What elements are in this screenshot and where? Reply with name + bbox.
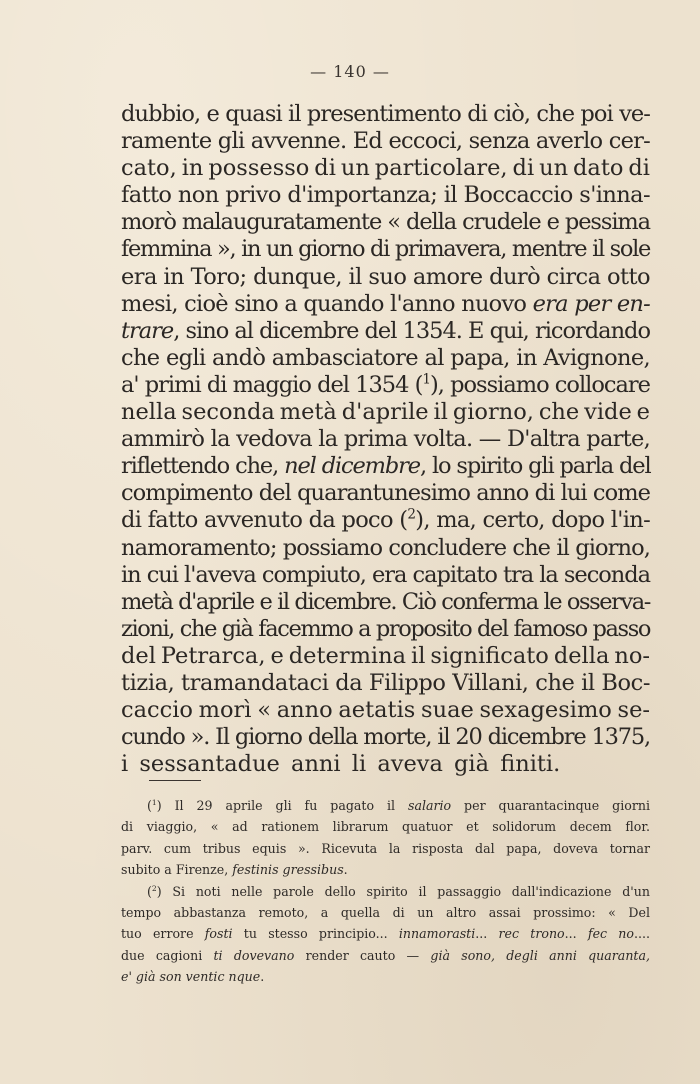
text-line: cato, in possesso di un particolare, di un dato di [121, 155, 650, 182]
page-number: — 140 — [310, 62, 390, 81]
footnote-line: tuo errore fosti tu stesso principio... innamorasti... rec trono... fec no.... [121, 926, 651, 942]
text-line: namoramento; possiamo concludere che il giorno, [121, 534, 650, 561]
footnote-line: tempo abbastanza remoto, a quella di un altro assai prossimo: « Del [121, 904, 650, 920]
footnote-ref: 2 [407, 506, 416, 523]
footnote-marker: 2 [151, 883, 157, 893]
footnote-line: parv. cum tribus equis ». Ricevuta la risposta dal papa, doveva tornar [121, 840, 650, 856]
text-line: compimento del quarantunesimo anno di lui come [121, 480, 650, 507]
footnote-marker: 1 [151, 797, 157, 807]
text-line: i sessantadue anni li aveva già finiti. [121, 751, 561, 778]
text-line: di fatto avvenuto da poco ($^2$), ma, certo, dopo l'in- [121, 506, 650, 534]
text-line: che egli andò ambasciatore al papa, in Avignone, [121, 344, 650, 371]
text-line: in cui l'aveva compiuto, era capitato tra la seconda [121, 561, 650, 588]
text-line: dubbio, e quasi il presentimento di ciò, che poi ve- [121, 101, 650, 127]
text-line: ammirò la vedova la prima volta. — D'altra parte, [121, 426, 650, 453]
text-line: femmina », in un giorno di primavera, mentre il sole [121, 236, 650, 263]
text-line: tizia, tramandataci da Filippo Villani, che il Boc- [121, 669, 650, 696]
text-line: metà d'aprile e il dicembre. Ciò conferma le osserva- [121, 588, 650, 615]
footnote-line: ($^1$) Il 29 aprile gli fu pagato il salario per quarantacinque giorni [147, 797, 650, 813]
footnote-ref: 1 [422, 371, 430, 388]
body-text [121, 101, 650, 778]
text-line: ramente gli avvenne. Ed eccoci, senza averlo cer- [121, 128, 650, 155]
text-line: cundo ». Il giorno della morte, il 20 dicembre 1375, [121, 724, 650, 751]
text-line: mesi, cioè sino a quando l'anno nuovo era per en- [121, 290, 650, 317]
footnotes [121, 795, 650, 988]
text-line: caccio morì « anno aetatis suae sexagesimo se- [121, 697, 650, 724]
text-line: a' primi di maggio del 1354 ($^1$), possiamo collocare [121, 371, 650, 398]
text-line: morò malauguratamente « della crudele e pessima [121, 209, 650, 236]
footnote-line: di viaggio, « ad rationem librarum quatuor et solidorum decem flor. [121, 819, 650, 835]
text-line: del Petrarca, e determina il significato della no- [121, 642, 650, 669]
text-line: riflettendo che, nel dicembre, lo spirito gli parla del [121, 453, 651, 480]
footnote-line: ($^2$) Si noti nelle parole dello spirito il passaggio dall'indicazione d'un [147, 883, 650, 899]
footnote-line: due cagioni ti dovevano render cauto — già sono, degli anni quaranta, [121, 947, 650, 963]
footnote-line: e' già son ventic nque. [121, 969, 265, 985]
text-line: era in Toro; dunque, il suo amore durò circa otto [121, 263, 650, 290]
footnote-line: subito a Firenze, festinis gressibus. [121, 862, 348, 878]
text-line: trare, sino al dicembre del 1354. E qui, ricordando [121, 317, 650, 344]
footnote-separator [149, 780, 201, 781]
text-line: zioni, che già facemmo a proposito del famoso passo [121, 615, 650, 642]
text-line: fatto non privo d'importanza; il Boccaccio s'inna- [121, 182, 650, 209]
text-line: nella seconda metà d'aprile il giorno, che vide e [121, 399, 650, 426]
